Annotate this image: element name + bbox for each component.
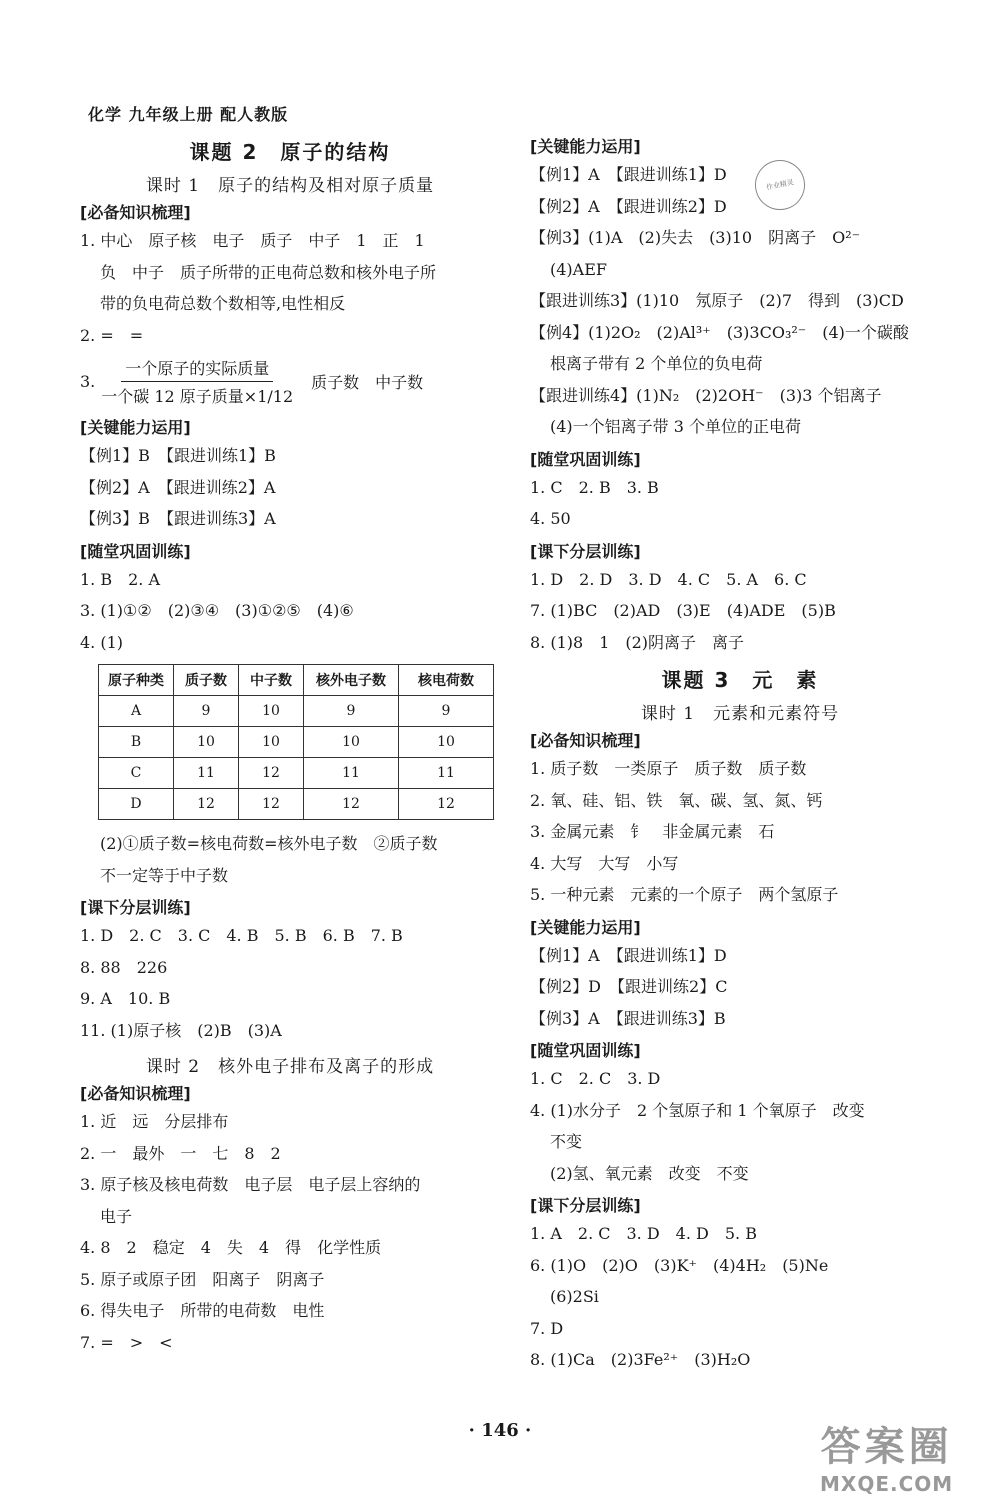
section-title: [关键能力运用] (530, 917, 641, 937)
topic-title: 课题 2 原子的结构 (189, 140, 391, 164)
table-cell: 12 (174, 789, 239, 820)
table-cell: B (99, 727, 174, 758)
answer-line: 9. A 10. B (80, 989, 171, 1008)
answer-line: 8. (1)8 1 (2)阴离子 离子 (530, 632, 745, 652)
answer-line: 带的负电荷总数个数相等,电性相反 (100, 294, 346, 313)
section-title: [必备知识梳理] (80, 203, 191, 222)
page-header: 化学 九年级上册 配人教版 (88, 105, 289, 124)
answer-line: 7. D (530, 1318, 564, 1338)
table-cell: 11 (174, 758, 239, 789)
answer-line: (6)2Si (550, 1287, 599, 1306)
answer-line: 1. A 2. C 3. D 4. D 5. B (530, 1224, 757, 1243)
section-title: [关键能力运用] (80, 418, 191, 437)
lesson-title: 课时 2 核外电子排布及离子的形成 (145, 1057, 435, 1077)
table-row (99, 789, 494, 820)
answer-line: 1. C 2. B 3. B (530, 477, 659, 497)
answer-line: 3. 原子核及核电荷数 电子层 电子层上容纳的 (80, 1175, 421, 1194)
section-title: [必备知识梳理] (530, 731, 641, 750)
answer-line: 4. 50 (530, 509, 571, 528)
answer-line: 8. (1)Ca (2)3Fe²⁺ (3)H₂O (530, 1350, 751, 1369)
answer-line: 2. = = (80, 325, 144, 345)
watermark-logo (820, 1415, 953, 1496)
answer-line: 1. B 2. A (80, 569, 161, 589)
answer-line: 根离子带有 2 个单位的负电荷 (550, 354, 763, 373)
answer-line: 1. 质子数 一类原子 质子数 质子数 (530, 759, 807, 778)
fraction-prefix: 3. (80, 371, 96, 391)
answer-line: (2)①质子数=核电荷数=核外电子数 ②质子数 (100, 834, 438, 853)
table-header: 核外电子数 (304, 665, 399, 696)
table-cell: 12 (399, 789, 494, 820)
answer-line: 1. 近 远 分层排布 (80, 1112, 229, 1131)
table-header: 质子数 (174, 665, 239, 696)
answer-line: 3. 金属元素 钅 非金属元素 石 (530, 822, 775, 841)
answer-line: 5. 原子或原子团 阳离子 阴离子 (80, 1269, 325, 1289)
table-row (99, 727, 494, 758)
answer-line: 【例2】A 【跟进训练2】D (530, 196, 727, 216)
answer-line: 1. D 2. D 3. D 4. C 5. A 6. C (530, 569, 807, 589)
answer-line: 1. C 2. C 3. D (530, 1069, 661, 1088)
section-title: [课下分层训练] (530, 541, 641, 561)
answer-line: 负 中子 质子所带的正电荷总数和核外电子所 (100, 262, 437, 282)
right-column (530, 130, 950, 1376)
section-title: [课下分层训练] (80, 898, 191, 917)
answer-line: 7. (1)BC (2)AD (3)E (4)ADE (5)B (530, 601, 836, 620)
fraction-numerator: 一个原子的实际质量 (121, 356, 273, 382)
table-cell: 12 (304, 789, 399, 820)
section-title: [随堂巩固训练] (530, 1041, 641, 1060)
answer-line: 【例3】A 【跟进训练3】B (530, 1008, 726, 1028)
answer-line: 7. = > < (80, 1332, 173, 1352)
watermark-url: MXQE.COM (820, 1472, 954, 1496)
answer-line: 4. (1) (80, 632, 124, 652)
table-row (99, 758, 494, 789)
table-cell: 10 (239, 696, 304, 727)
answer-line: 8. 88 226 (80, 957, 168, 977)
page-number: · 146 · (468, 1420, 532, 1441)
answer-line: 2. 氧、硅、铝、铁 氧、碳、氢、氮、钙 (530, 790, 823, 810)
section-title: [随堂巩固训练] (80, 541, 191, 561)
table-row (99, 696, 494, 727)
answer-line: (4)一个铝离子带 3 个单位的正电荷 (550, 417, 802, 436)
answer-line: 电子 (100, 1206, 133, 1226)
table-cell: C (99, 758, 174, 789)
topic-title: 课题 3 元 素 (661, 668, 819, 692)
lesson-title: 课时 1 元素和元素符号 (640, 704, 840, 724)
section-title: [随堂巩固训练] (530, 449, 641, 469)
answer-line: 【例1】B 【跟进训练1】B (80, 446, 276, 465)
left-column (80, 130, 500, 1358)
stamp-seal: 作业精灵 (750, 155, 809, 214)
answer-line: 11. (1)原子核 (2)B (3)A (80, 1020, 282, 1040)
answer-line: 不一定等于中子数 (100, 865, 229, 885)
section-title: [必备知识梳理] (80, 1084, 191, 1103)
lesson-title: 课时 1 原子的结构及相对原子质量 (145, 176, 435, 196)
section-title: [课下分层训练] (530, 1196, 641, 1215)
section-title: [关键能力运用] (530, 137, 641, 156)
answer-line: 3. (1)①② (2)③④ (3)①②⑤ (4)⑥ (80, 601, 354, 620)
fraction-rest: 质子数 中子数 (311, 372, 424, 392)
table-header: 原子种类 (99, 665, 174, 696)
table-cell: A (99, 696, 174, 727)
answer-line: 4. 8 2 稳定 4 失 4 得 化学性质 (80, 1238, 382, 1257)
answer-line: 5. 一种元素 元素的一个原子 两个氢原子 (530, 885, 839, 904)
answer-line: 【例3】B 【跟进训练3】A (80, 509, 276, 528)
answer-line: 【例1】A 【跟进训练1】D (530, 165, 727, 184)
answer-line: 【例3】(1)A (2)失去 (3)10 阴离子 O²⁻ (530, 228, 861, 247)
table-cell: 10 (239, 727, 304, 758)
answer-line: 4. (1)水分子 2 个氢原子和 1 个氧原子 改变 (530, 1100, 865, 1120)
fraction-denominator: 一个碳 12 原子质量×1/12 (101, 386, 294, 406)
answer-line: 【跟进训练4】(1)N₂ (2)2OH⁻ (3)3 个铝离子 (530, 385, 882, 405)
answer-line: 【例1】A 【跟进训练1】D (530, 945, 727, 965)
answer-line: 1. 中心 原子核 电子 质子 中子 1 正 1 (80, 231, 425, 250)
answer-line: 【例4】(1)2O₂ (2)Al³⁺ (3)3CO₃²⁻ (4)一个碳酸 (530, 322, 909, 342)
answer-line: 4. 大写 大写 小写 (530, 853, 679, 873)
answer-line: 2. 一 最外 一 七 8 2 (80, 1143, 281, 1163)
table-cell: 12 (239, 789, 304, 820)
atom-table (98, 664, 494, 820)
answer-line: 1. D 2. C 3. C 4. B 5. B 6. B 7. B (80, 926, 403, 945)
table-cell: 9 (399, 696, 494, 727)
answer-line: 【跟进训练3】(1)10 氖原子 (2)7 得到 (3)CD (530, 291, 904, 310)
table-cell: 10 (304, 727, 399, 758)
answer-line: 【例2】D 【跟进训练2】C (530, 977, 728, 996)
answer-line: 6. 得失电子 所带的电荷数 电性 (80, 1301, 325, 1320)
watermark-text: 答案圈 (820, 1424, 953, 1470)
answer-line: (4)AEF (550, 259, 607, 279)
table-header-row (99, 665, 494, 696)
answer-line: 6. (1)O (2)O (3)K⁺ (4)4H₂ (5)Ne (530, 1255, 829, 1275)
table-cell: 10 (174, 727, 239, 758)
table-cell: 10 (399, 727, 494, 758)
table-cell: D (99, 789, 174, 820)
table-cell: 9 (304, 696, 399, 727)
table-cell: 9 (174, 696, 239, 727)
table-cell: 11 (304, 758, 399, 789)
fraction-answer (80, 351, 500, 411)
table-header: 中子数 (239, 665, 304, 696)
answer-line: 不变 (550, 1132, 583, 1151)
answer-line: (2)氢、氧元素 改变 不变 (550, 1163, 749, 1183)
table-cell: 11 (399, 758, 494, 789)
table-header: 核电荷数 (399, 665, 494, 696)
fraction (101, 356, 293, 407)
answer-line: 【例2】A 【跟进训练2】A (80, 477, 276, 497)
table-cell: 12 (239, 758, 304, 789)
